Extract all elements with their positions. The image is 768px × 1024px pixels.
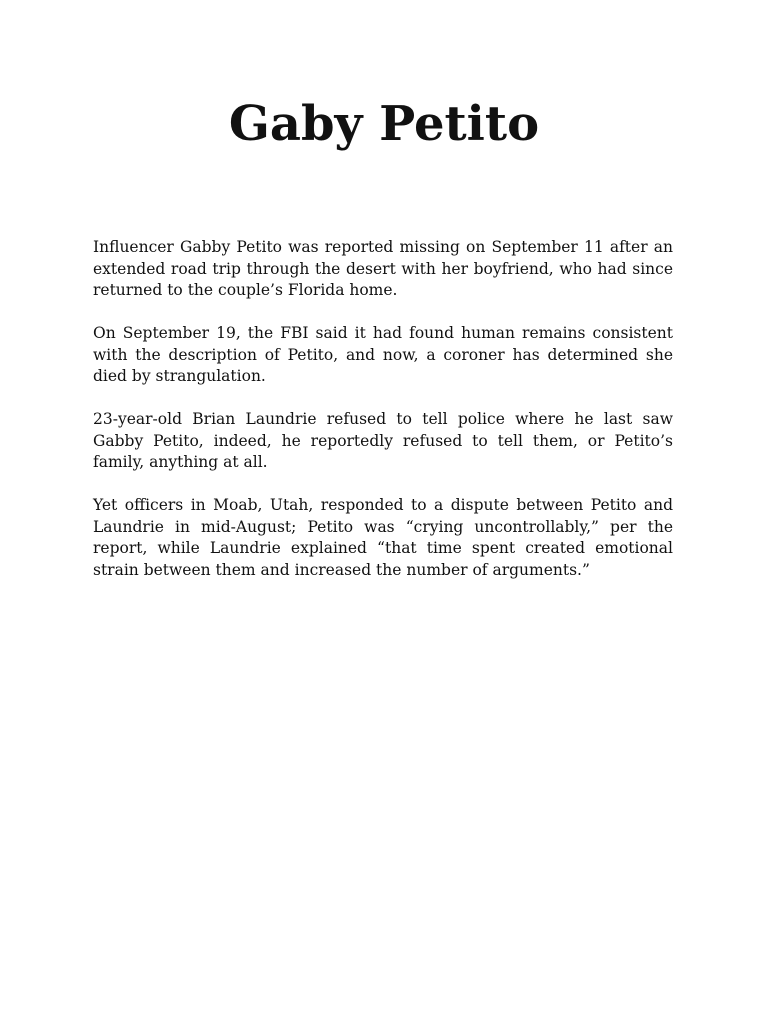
paragraph-4: Yet officers in Moab, Utah, responded to a dispute between Petito and Laundrie in mid-August; Petito was “crying uncontrollably,” per the report, while Laundrie explained “that time spent created emotional strain between them and increased the number of arguments.”	[93, 496, 673, 579]
page-title: Gaby Petito	[228, 96, 540, 152]
paragraph-1: Influencer Gabby Petito was reported missing on September 11 after an extended road trip through the desert with her boyfriend, who had since returned to the couple’s Florida home.	[93, 238, 673, 299]
article-body	[93, 237, 673, 603]
paragraph-2: On September 19, the FBI said it had found human remains consistent with the description of Petito, and now, a coroner has determined she died by strangulation.	[93, 324, 673, 385]
paragraph-3: 23-year-old Brian Laundrie refused to tell police where he last saw Gabby Petito, indeed, he reportedly refused to tell them, or Petito’s family, anything at all.	[93, 410, 673, 471]
